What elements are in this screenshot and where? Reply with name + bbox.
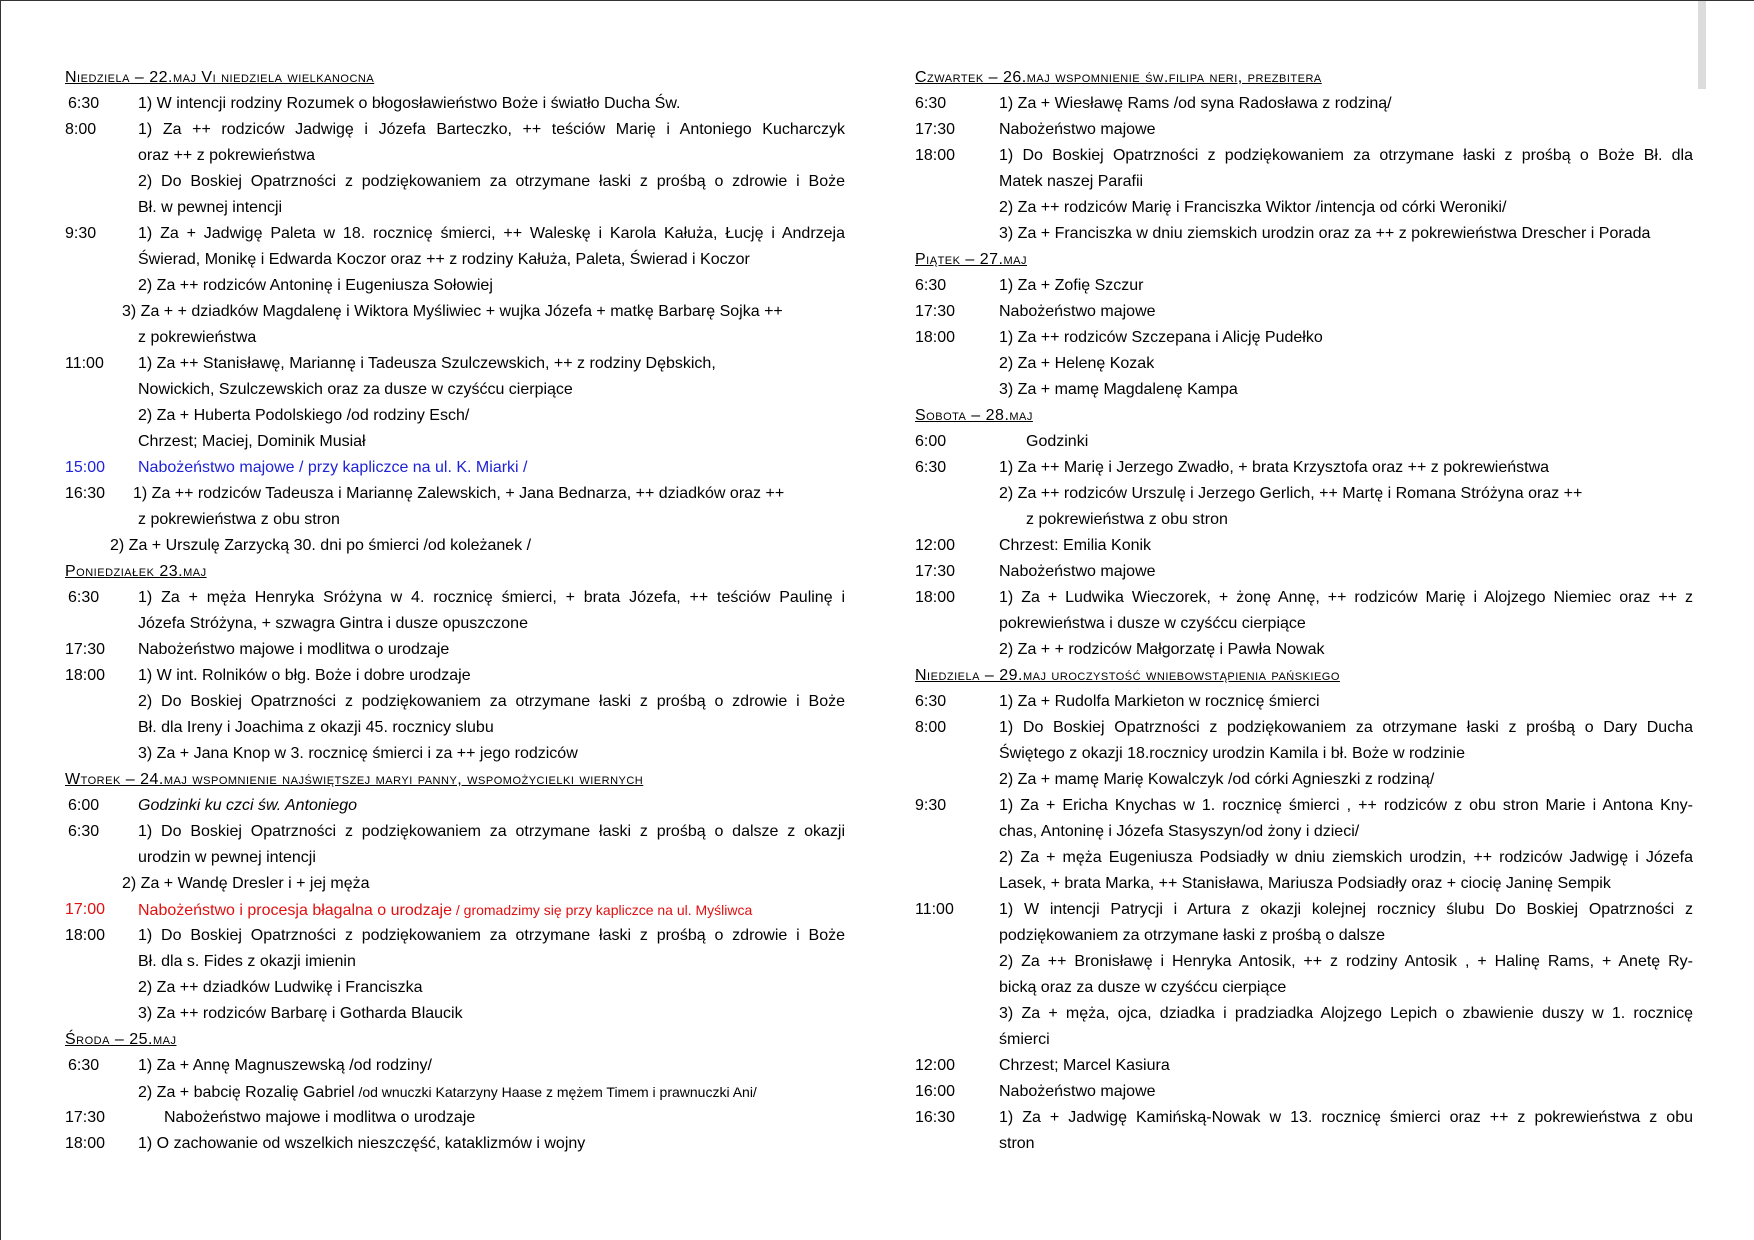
intention-text: Lasek, + brata Marka, ++ Stanisława, Mariusza Podsiadły oraz + ciocię Janinę Sempik xyxy=(999,875,1611,892)
schedule-line xyxy=(915,143,1693,169)
intention-text: 1) Za ++ rodziców Tadeusza i Mariannę Zalewskich, + Jana Bednarza, ++ dziadków oraz ++ xyxy=(133,485,785,502)
intention-text: Nabożeństwo majowe xyxy=(999,121,1156,138)
intention-text: 1) Do Boskiej Opatrzności z podziękowaniem za otrzymane łaski z prośbą o dalsze z okazji xyxy=(138,823,845,840)
schedule-line xyxy=(65,1131,845,1157)
schedule-line xyxy=(915,611,1693,637)
intention-text: 1) Za + Jadwigę Paleta w 18. rocznicę śmierci, ++ Waleskę i Karola Kałuża, Łucję i Andrzeja xyxy=(138,225,845,242)
intention-text: z pokrewieństwa z obu stron xyxy=(138,511,340,528)
schedule-line xyxy=(915,637,1693,663)
intention-text: 3) Za + Franciszka w dniu ziemskich urodzin oraz za ++ z pokrewieństwa Drescher i Porada xyxy=(999,225,1651,242)
schedule-line xyxy=(65,169,845,195)
mass-time: 11:00 xyxy=(65,355,104,372)
mass-time: 15:00 xyxy=(65,459,106,476)
intention-text: urodzin w pewnej intencji xyxy=(138,849,316,866)
intention-text: 1) Do Boskiej Opatrzności z podziękowaniem za otrzymane łaski z prośbą o zdrowie i Boże xyxy=(138,927,845,944)
intention-text: 1) O zachowanie od wszelkich nieszczęść, kataklizmów i wojny xyxy=(138,1135,586,1152)
schedule-line xyxy=(65,845,845,871)
day-header: Niedziela – 29.maj uroczystość wniebowstąpienia pańskiego xyxy=(915,667,1340,684)
scrollbar-thumb[interactable] xyxy=(1698,1,1706,89)
intention-text: 1) W intencji Patrycji i Artura z okazji kolejnej rocznicy ślubu Do Boskiej Opatrzności z xyxy=(999,901,1693,918)
intention-text: 1) Za + Wiesławę Rams /od syna Radosława z rodziną/ xyxy=(999,95,1392,112)
schedule-line xyxy=(65,299,845,325)
schedule-line xyxy=(65,793,845,819)
intention-text: 2) Za ++ rodziców Marię i Franciszka Wiktor /intencja od córki Weroniki/ xyxy=(999,199,1507,216)
schedule-line xyxy=(915,871,1693,897)
mass-time: 17:30 xyxy=(65,641,106,658)
schedule-line xyxy=(915,91,1693,117)
intention-text: pokrewieństwa i dusze w czyśćcu cierpiące xyxy=(999,615,1306,632)
intention-text: 1) W intencji rodziny Rozumek o błogosławieństwo Boże i światło Ducha Św. xyxy=(138,95,681,112)
mass-time: 6:00 xyxy=(68,797,100,814)
schedule-line xyxy=(65,117,845,143)
intention-text: Nowickich, Szulczewskich oraz za dusze w czyśćcu cierpiące xyxy=(138,381,573,398)
intention-text: 2) Za + babcię Rozalię Gabriel /od wnuczki Katarzyny Haase z mężem Timem i prawnuczki Ani/ xyxy=(138,1084,757,1101)
mass-time: 16:30 xyxy=(915,1109,956,1126)
mass-time: 6:30 xyxy=(68,823,100,840)
intention-text: Chrzest: Emilia Konik xyxy=(999,537,1152,554)
intention-text: 1) Za + Annę Magnuszewską /od rodziny/ xyxy=(138,1057,432,1074)
intention-text: Bł. w pewnej intencji xyxy=(138,199,283,216)
intention-text: chas, Antoninę i Józefa Stasyszyn/od żony i dzieci/ xyxy=(999,823,1360,840)
intention-text: 2) Do Boskiej Opatrzności z podziękowaniem za otrzymane łaski z prośbą o zdrowie i Boże xyxy=(138,693,845,710)
mass-time: 12:00 xyxy=(915,1057,956,1074)
day-header: Poniedziałek 23.maj xyxy=(65,563,207,580)
schedule-line xyxy=(65,663,845,689)
intention-text: 1) Za ++ rodziców Jadwigę i Józefa Barteczko, ++ teściów Marię i Antoniego Kucharczyk xyxy=(138,121,845,138)
schedule-line xyxy=(915,741,1693,767)
schedule-line xyxy=(65,741,845,767)
mass-time: 9:30 xyxy=(65,225,97,242)
schedule-line xyxy=(915,1001,1693,1027)
intention-text: podziękowaniem za otrzymane łaski z prośbą o dalsze xyxy=(999,927,1385,944)
intention-text: 1) Za + Ludwika Wieczorek, + żonę Annę, ++ rodziców Marię i Alojzego Niemiec oraz ++ z xyxy=(999,589,1693,606)
intention-text: 2) Za ++ rodziców Antoninę i Eugeniusza Sołowiej xyxy=(138,277,493,294)
schedule-line xyxy=(915,975,1693,1001)
schedule-line xyxy=(915,377,1693,403)
intention-text: Nabożeństwo majowe / przy kapliczce na ul. K. Miarki / xyxy=(138,459,528,476)
mass-time: 9:30 xyxy=(915,797,947,814)
intention-text: 1) Za + Rudolfa Markieton w rocznicę śmierci xyxy=(999,693,1320,710)
schedule-line xyxy=(65,91,845,117)
schedule-line xyxy=(65,325,845,351)
mass-time: 17:30 xyxy=(65,1109,106,1126)
schedule-line xyxy=(65,377,845,403)
schedule-line xyxy=(915,533,1693,559)
intention-text: 2) Za + męża Eugeniusza Podsiadły w dniu ziemskich urodzin, ++ rodziców Jadwigę i Józefa xyxy=(999,849,1693,866)
intention-text: Nabożeństwo majowe i modlitwa o urodzaje xyxy=(138,641,450,658)
mass-time: 12:00 xyxy=(915,537,956,554)
schedule-line xyxy=(65,637,845,663)
day-header: Niedziela – 22.maj Vi niedziela wielkanocna xyxy=(65,69,375,86)
schedule-line xyxy=(915,1105,1693,1131)
schedule-line xyxy=(915,299,1693,325)
intention-text: 1) Za ++ Stanisławę, Mariannę i Tadeusza Szulczewskich, ++ z rodziny Dębskich, xyxy=(138,355,716,372)
intention-text: 1) Za + męża Henryka Sróżyna w 4. rocznicę śmierci, + brata Józefa, ++ teściów Paulinę i xyxy=(138,589,845,606)
schedule-line xyxy=(65,221,845,247)
intention-text: 2) Za + mamę Marię Kowalczyk /od córki Agnieszki z rodziną/ xyxy=(999,771,1435,788)
intention-text: 2) Za ++ dziadków Ludwikę i Franciszka xyxy=(138,979,423,996)
mass-time: 18:00 xyxy=(915,589,956,606)
schedule-line xyxy=(65,481,845,507)
intention-text: Józefa Stróżyna, + szwagra Gintra i dusze opuszczone xyxy=(138,615,528,632)
schedule-line xyxy=(915,221,1693,247)
mass-time: 18:00 xyxy=(65,927,106,944)
schedule-line xyxy=(65,533,845,559)
schedule-line xyxy=(65,403,845,429)
schedule-line xyxy=(65,611,845,637)
schedule-line xyxy=(65,1105,845,1131)
schedule-line xyxy=(915,897,1693,923)
schedule-line xyxy=(915,169,1693,195)
mass-time: 8:00 xyxy=(65,121,97,138)
intention-text: Matek naszej Parafii xyxy=(999,173,1144,190)
schedule-column-left xyxy=(65,65,845,1157)
intention-text: śmierci xyxy=(999,1031,1050,1048)
schedule-line xyxy=(915,767,1693,793)
schedule-line xyxy=(65,455,845,481)
mass-time: 18:00 xyxy=(65,667,106,684)
schedule-line xyxy=(915,351,1693,377)
schedule-line xyxy=(915,819,1693,845)
schedule-line xyxy=(915,689,1693,715)
intention-text: 3) Za ++ rodziców Barbarę i Gotharda Blaucik xyxy=(138,1005,463,1022)
intention-text: 3) Za + mamę Magdalenę Kampa xyxy=(999,381,1238,398)
schedule-line xyxy=(915,481,1693,507)
schedule-line xyxy=(65,819,845,845)
day-header: Wtorek – 24.maj wspomnienie najświętszej maryi panny, wspomożycielki wiernych xyxy=(65,771,644,788)
day-header: Środa – 25.maj xyxy=(65,1031,177,1048)
mass-time: 6:30 xyxy=(915,693,947,710)
mass-time: 6:30 xyxy=(915,95,947,112)
schedule-line xyxy=(915,195,1693,221)
schedule-line xyxy=(915,715,1693,741)
intention-text: stron xyxy=(999,1135,1035,1152)
intention-text: Bł. dla Ireny i Joachima z okazji 45. rocznicy slubu xyxy=(138,719,494,736)
mass-time: 18:00 xyxy=(915,329,956,346)
schedule-line xyxy=(915,455,1693,481)
intention-text: 1) Za + Zofię Szczur xyxy=(999,277,1144,294)
schedule-line xyxy=(65,429,845,455)
intention-text: 2) Za + Urszulę Zarzycką 30. dni po śmierci /od koleżanek / xyxy=(110,537,532,554)
schedule-line xyxy=(65,689,845,715)
intention-note: /od wnuczki Katarzyny Haase z mężem Timem i prawnuczki Ani/ xyxy=(354,1084,757,1100)
mass-time: 17:30 xyxy=(915,303,956,320)
schedule-column-right xyxy=(915,65,1693,1157)
schedule-line xyxy=(915,325,1693,351)
schedule-line xyxy=(65,143,845,169)
intention-text: 1) Do Boskiej Opatrzności z podziękowaniem za otrzymane łaski z prośbą o Boże Bł. dla xyxy=(999,147,1693,164)
schedule-line xyxy=(915,507,1693,533)
intention-text: Godzinki xyxy=(1026,433,1089,450)
schedule-line xyxy=(915,559,1693,585)
schedule-line xyxy=(65,871,845,897)
intention-note: / gromadzimy się przy kapliczce na ul. Myśliwca xyxy=(451,902,753,918)
intention-text: Nabożeństwo majowe xyxy=(999,563,1156,580)
schedule-line xyxy=(65,949,845,975)
day-header: Sobota – 28.maj xyxy=(915,407,1033,424)
intention-text: 3) Za + + dziadków Magdalenę i Wiktora Myśliwiec + wujka Józefa + matkę Barbarę Sojka ++ xyxy=(122,303,783,320)
intention-text: 2) Za ++ Bronisławę i Henryka Antosik, ++ z rodziny Antosik , + Halinę Rams, + Anetę Ry- xyxy=(999,953,1693,970)
schedule-line xyxy=(65,923,845,949)
mass-time: 6:30 xyxy=(68,1057,100,1074)
day-header: Piątek – 27.maj xyxy=(915,251,1027,268)
intention-text: 1) Za + Jadwigę Kamińską-Nowak w 13. rocznicę śmierci oraz ++ z pokrewieństwa z obu xyxy=(999,1109,1693,1126)
schedule-line xyxy=(65,897,845,923)
schedule-line xyxy=(915,949,1693,975)
intention-text: 2) Za + Helenę Kozak xyxy=(999,355,1155,372)
mass-time: 17:00 xyxy=(65,901,106,918)
intention-text: bicką oraz za dusze w czyśćcu cierpiące xyxy=(999,979,1287,996)
schedule-line xyxy=(915,1027,1693,1053)
intention-text: 2) Za ++ rodziców Urszulę i Jerzego Gerlich, ++ Martę i Romana Stróżyna oraz ++ xyxy=(999,485,1583,502)
schedule-line xyxy=(915,429,1693,455)
mass-time: 6:30 xyxy=(915,277,947,294)
schedule-line xyxy=(915,117,1693,143)
intention-text: Świętego z okazji 18.rocznicy urodzin Kamila i bł. Boże w rodzinie xyxy=(999,745,1465,762)
intention-text: Godzinki ku czci św. Antoniego xyxy=(138,797,358,814)
schedule-line xyxy=(65,507,845,533)
mass-time: 8:00 xyxy=(915,719,947,736)
schedule-line xyxy=(65,1001,845,1027)
intention-text: 1) W int. Rolników o błg. Boże i dobre urodzaje xyxy=(138,667,471,684)
schedule-line xyxy=(915,1053,1693,1079)
day-header: Czwartek – 26.maj wspomnienie św.filipa neri, prezbitera xyxy=(915,69,1322,86)
mass-time: 11:00 xyxy=(915,901,954,918)
intention-text: 2) Za + Huberta Podolskiego /od rodziny Esch/ xyxy=(138,407,470,424)
intention-text: Nabożeństwo majowe i modlitwa o urodzaje xyxy=(164,1109,476,1126)
intention-text: 1) Za + Ericha Knychas w 1. rocznicę śmierci , ++ rodziców z obu stron Marie i Antona Kny- xyxy=(999,797,1693,814)
intention-text: z pokrewieństwa xyxy=(138,329,257,346)
schedule-line xyxy=(65,247,845,273)
intention-text: oraz ++ z pokrewieństwa xyxy=(138,147,315,164)
intention-text: Chrzest; Maciej, Dominik Musiał xyxy=(138,433,366,450)
mass-time: 6:30 xyxy=(68,589,100,606)
intention-text: Świerad, Monikę i Edwarda Koczor oraz ++ z rodziny Kałuża, Paleta, Świerad i Koczor xyxy=(138,251,750,268)
schedule-line xyxy=(915,845,1693,871)
schedule-line xyxy=(65,975,845,1001)
intention-text: Nabożeństwo majowe xyxy=(999,1083,1156,1100)
intention-text: Chrzest; Marcel Kasiura xyxy=(999,1057,1170,1074)
intention-text: 1) Za ++ Marię i Jerzego Zwadło, + brata Krzysztofa oraz ++ z pokrewieństwa xyxy=(999,459,1550,476)
intention-text: 1) Za ++ rodziców Szczepana i Alicję Pudełko xyxy=(999,329,1323,346)
intention-text: Bł. dla s. Fides z okazji imienin xyxy=(138,953,356,970)
intention-text: Nabożeństwo i procesja błagalna o urodzaje / gromadzimy się przy kapliczce na ul. Myśliwca xyxy=(138,902,753,919)
schedule-line xyxy=(65,1053,845,1079)
mass-time: 16:30 xyxy=(65,485,106,502)
schedule-line xyxy=(915,273,1693,299)
intention-text: z pokrewieństwa z obu stron xyxy=(1026,511,1228,528)
schedule-line xyxy=(65,195,845,221)
mass-time: 18:00 xyxy=(915,147,956,164)
schedule-line xyxy=(65,351,845,377)
schedule-line xyxy=(65,715,845,741)
intention-text: 3) Za + Jana Knop w 3. rocznicę śmierci i za ++ jego rodziców xyxy=(138,745,578,762)
mass-time: 17:30 xyxy=(915,121,956,138)
mass-time: 6:30 xyxy=(68,95,100,112)
mass-time: 6:00 xyxy=(915,433,947,450)
schedule-line xyxy=(915,793,1693,819)
intention-text: 2) Za + + rodziców Małgorzatę i Pawła Nowak xyxy=(999,641,1325,658)
intention-text: 2) Za + Wandę Dresler i + jej męża xyxy=(122,875,370,892)
mass-time: 18:00 xyxy=(65,1135,106,1152)
intention-text: 2) Do Boskiej Opatrzności z podziękowaniem za otrzymane łaski z prośbą o zdrowie i Boże xyxy=(138,173,845,190)
intention-text: 3) Za + męża, ojca, dziadka i pradziadka Alojzego Lepich o zbawienie duszy w 1. rocznicę xyxy=(999,1005,1693,1022)
mass-time: 6:30 xyxy=(915,459,947,476)
schedule-line xyxy=(915,1131,1693,1157)
intention-text: Nabożeństwo majowe xyxy=(999,303,1156,320)
schedule-line xyxy=(65,273,845,299)
mass-time: 16:00 xyxy=(915,1083,956,1100)
schedule-line xyxy=(65,585,845,611)
schedule-line xyxy=(915,923,1693,949)
schedule-line xyxy=(915,1079,1693,1105)
schedule-line xyxy=(915,585,1693,611)
mass-time: 17:30 xyxy=(915,563,956,580)
intention-text: 1) Do Boskiej Opatrzności z podziękowaniem za otrzymane łaski z prośbą o Dary Ducha xyxy=(999,719,1693,736)
schedule-line xyxy=(65,1079,845,1105)
